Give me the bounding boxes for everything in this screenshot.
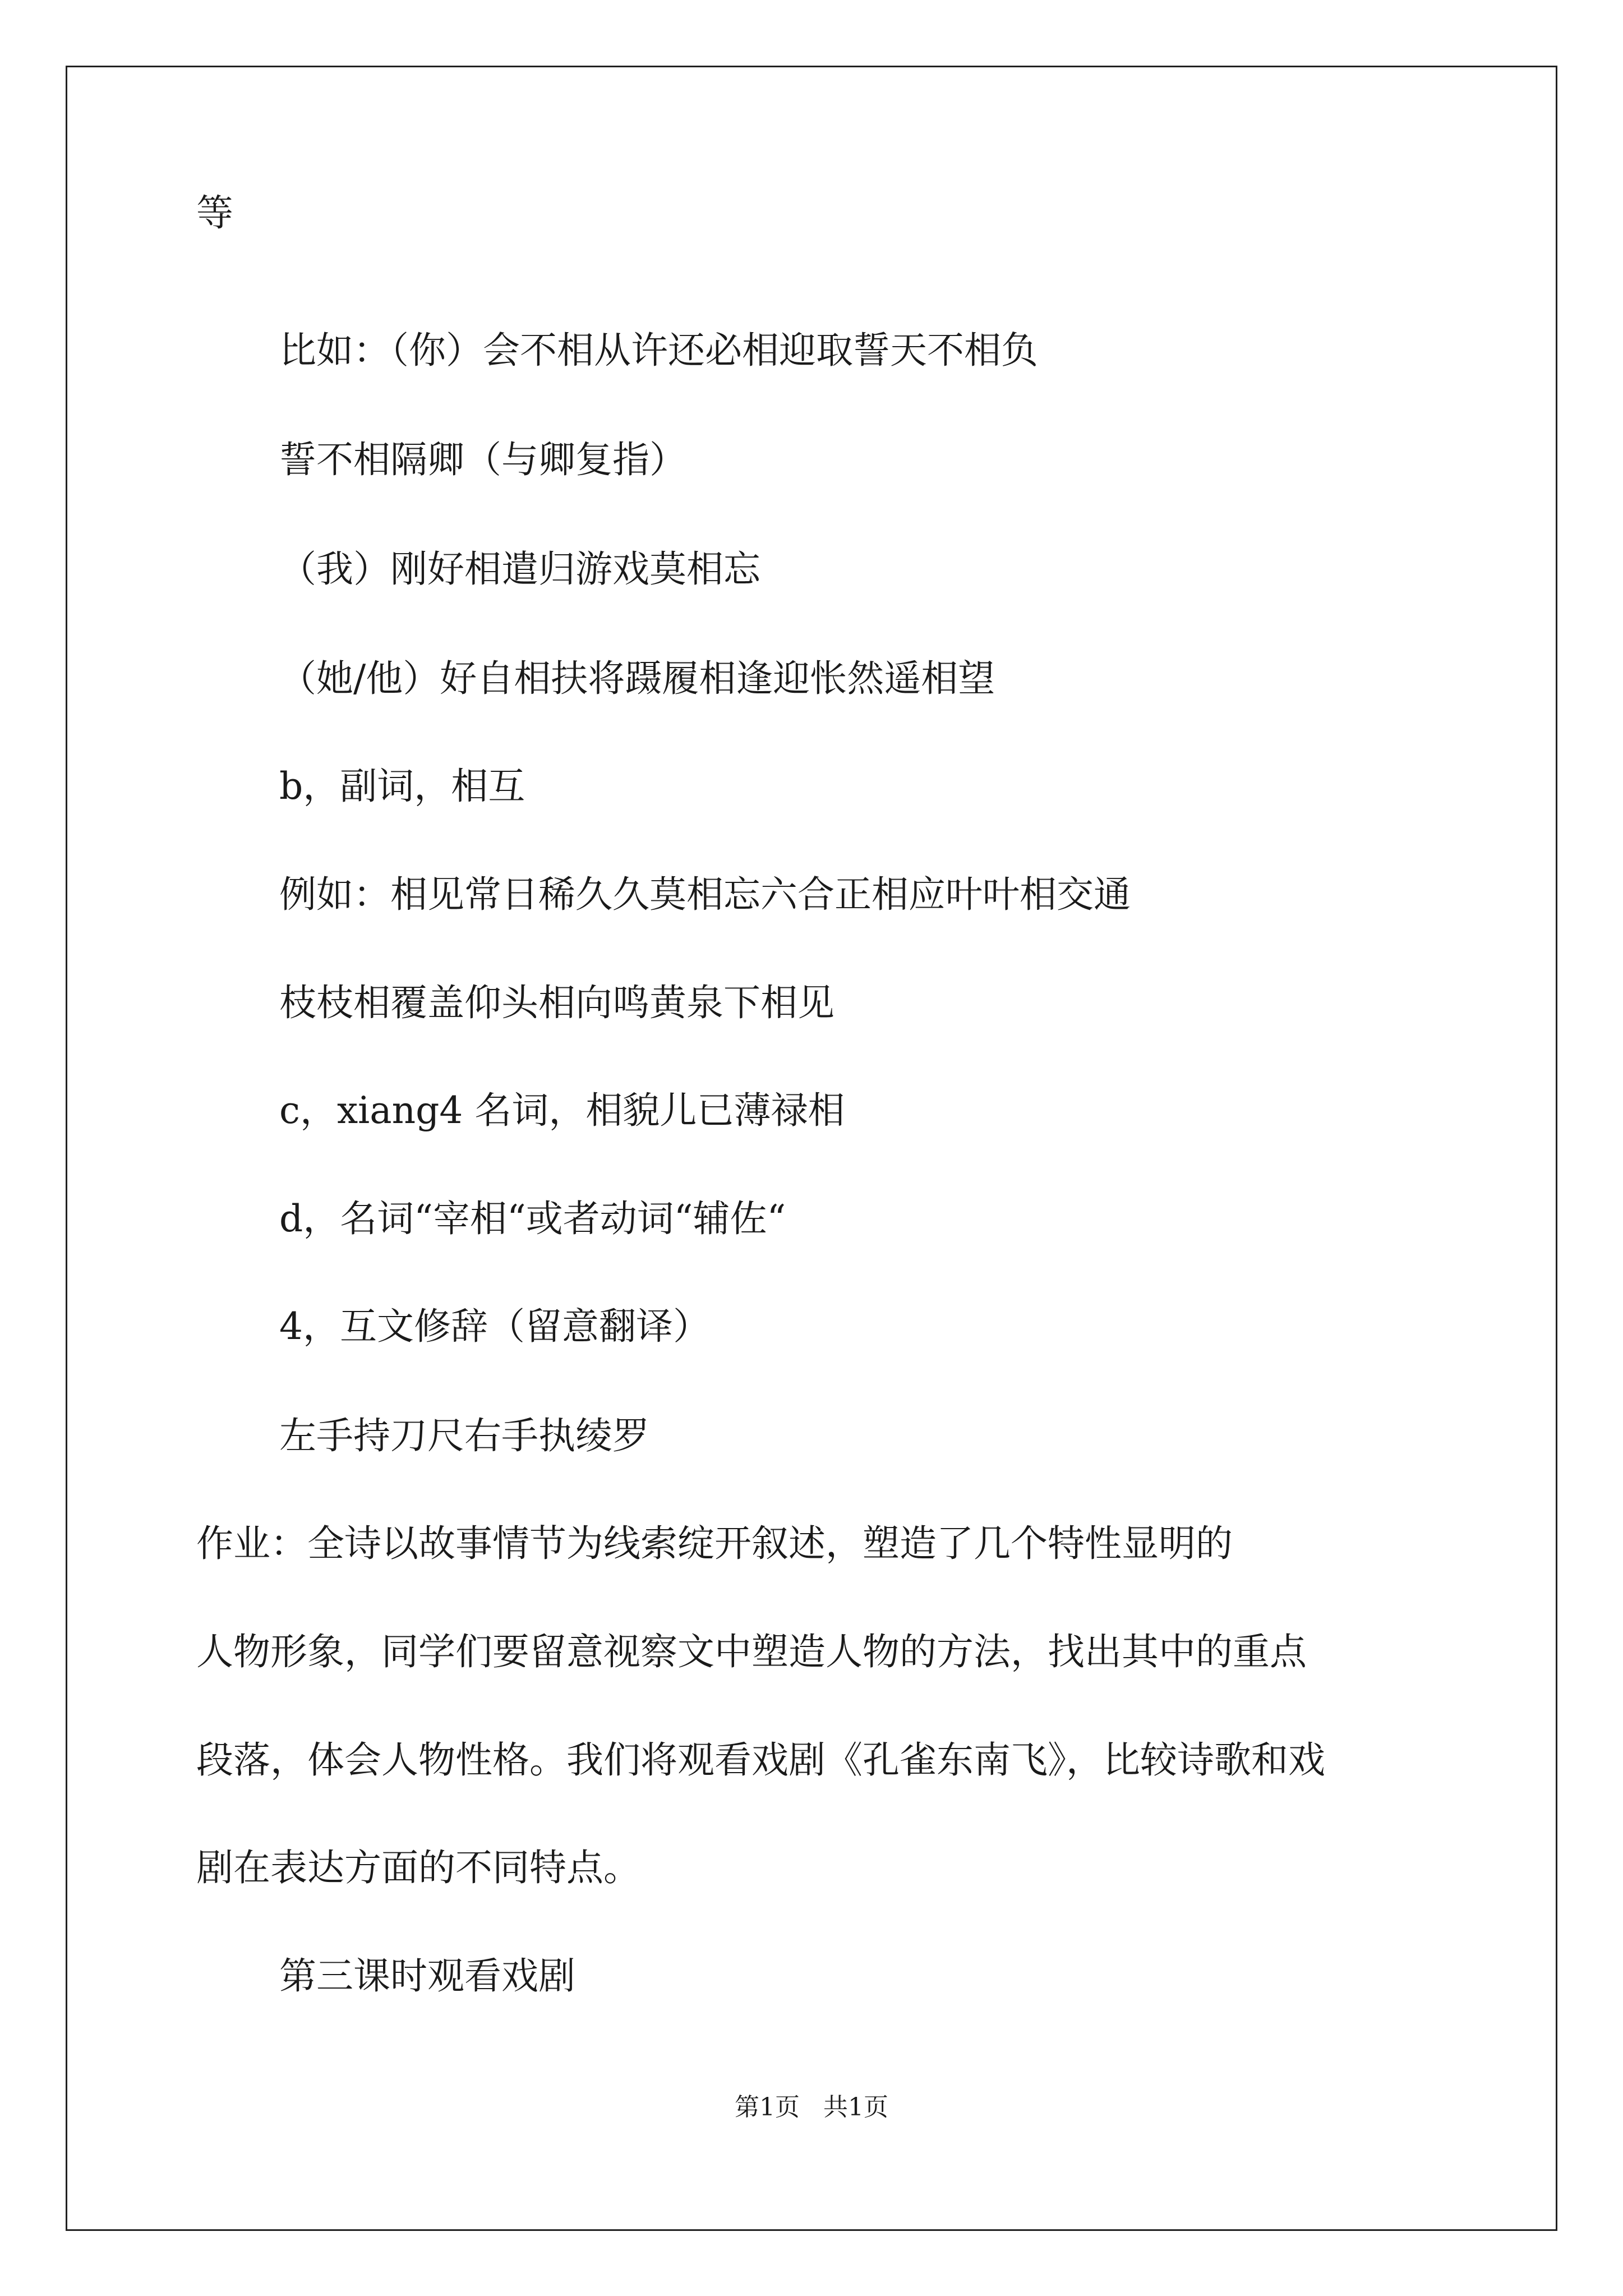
page-number: 第1页 xyxy=(735,2093,800,2122)
page-total: 共1页 xyxy=(823,2093,888,2122)
homework-line: 剧在表达方面的不同特点。 xyxy=(196,1846,640,1889)
page-footer xyxy=(0,2087,1623,2123)
text-line: （我）刚好相遣归游戏莫相忘 xyxy=(279,547,760,591)
text-line: c，xiang4 名词，相貌儿已薄禄相 xyxy=(279,1089,845,1132)
homework-line: 人物形象，同学们要留意视察文中塑造人物的方法，找出其中的重点 xyxy=(196,1630,1307,1673)
page-border xyxy=(66,66,1557,2231)
homework-line: 作业：全诗以故事情节为线索绽开叙述，塑造了几个特性显明的 xyxy=(196,1522,1233,1565)
text-line: b，副词，相互 xyxy=(279,765,525,808)
text-line: 左手持刀尺右手执绫罗 xyxy=(279,1414,649,1457)
section-heading: 第三课时观看戏剧 xyxy=(279,1954,575,1998)
text-line: 枝枝相覆盖仰头相向鸣黄泉下相见 xyxy=(279,981,834,1024)
homework-line: 段落，体会人物性格。我们将观看戏剧《孔雀东南飞》，比较诗歌和戏 xyxy=(196,1738,1325,1782)
text-line: 4，互文修辞（留意翻译） xyxy=(279,1305,710,1348)
text-line: 誓不相隔卿（与卿复指） xyxy=(279,438,686,481)
text-line: 例如：相见常日稀久久莫相忘六合正相应叶叶相交通 xyxy=(279,873,1131,916)
text-line: （她/他）好自相扶将蹑履相逢迎怅然遥相望 xyxy=(279,657,995,700)
text-line: 比如：（你）会不相从许还必相迎取誓天不相负 xyxy=(279,329,1038,372)
text-line: d，名词“宰相“或者动词“辅佐“ xyxy=(279,1197,786,1240)
text-line: 等 xyxy=(196,191,233,234)
